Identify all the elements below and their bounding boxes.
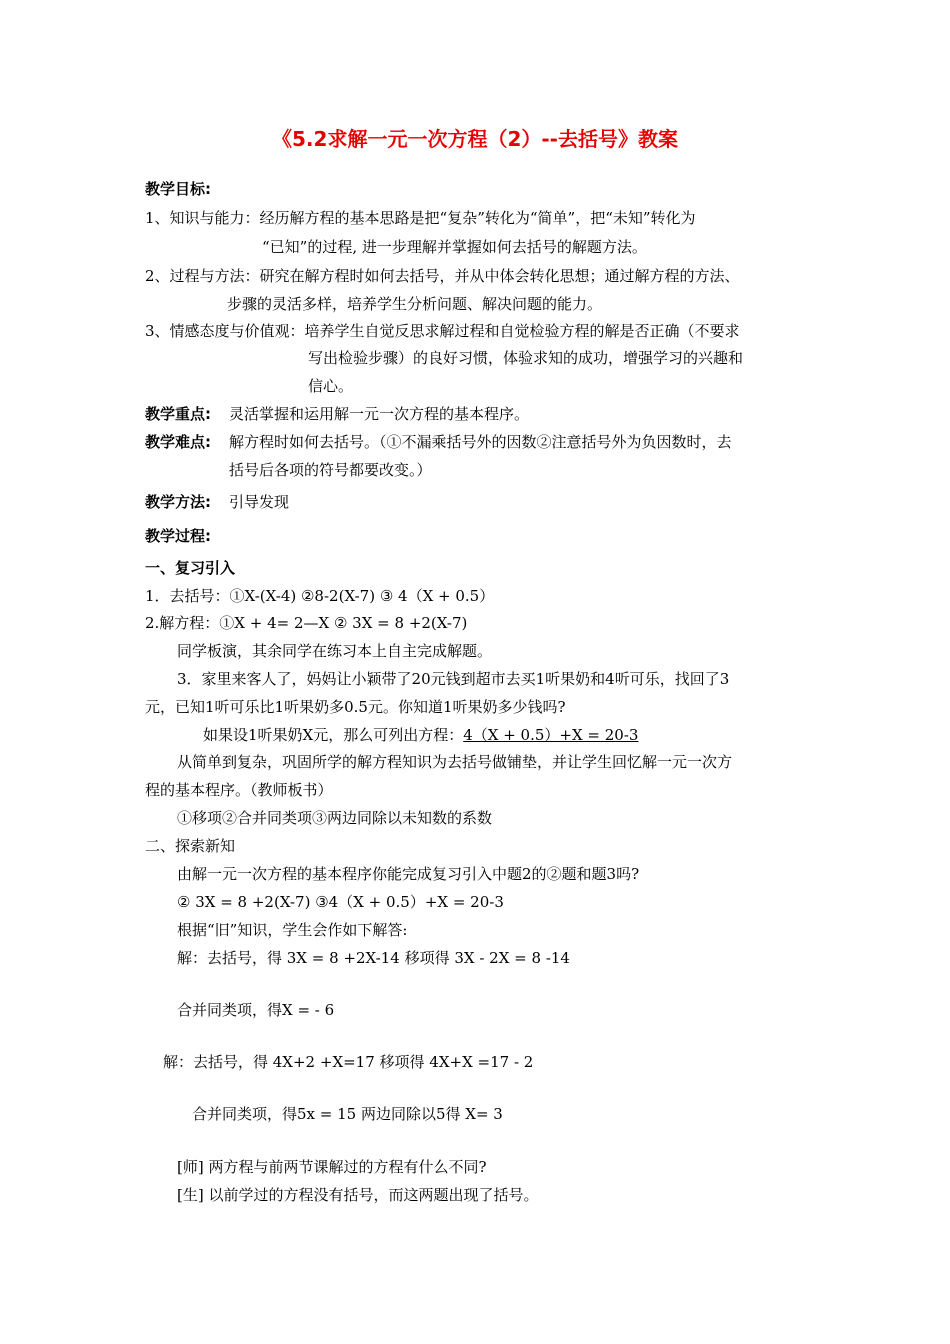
explore-line-2: ② 3X = 8 +2(X-7) ③4（X + 0.5）+X = 20-3 — [177, 893, 504, 911]
method-label: 教学方法: — [145, 493, 211, 511]
goal-1-line-1: 1、知识与能力：经历解方程的基本思路是把“复杂”转化为“简单”，把“未知”转化为 — [145, 209, 696, 227]
equation-underlined: 4（X + 0.5）+X = 20-3 — [463, 726, 639, 744]
section-2-heading: 二、探索新知 — [145, 837, 236, 855]
goal-3-line-2: 写出检验步骤）的良好习惯，体验求知的成功，增强学习的兴趣和 — [308, 349, 744, 367]
review-line-4: 3．家里来客人了，妈妈让小颖带了20元钱到超市去买1听果奶和4听可乐，找回了3 — [177, 670, 730, 688]
review-line-3: 同学板演，其余同学在练习本上自主完成解题。 — [177, 642, 493, 660]
goal-3-line-1: 3、情感态度与价值观：培养学生自觉反思求解过程和自觉检验方程的解是否正确（不要求 — [145, 322, 740, 340]
explore-line-4: 解：去括号，得 3X = 8 +2X-14 移项得 3X - 2X = 8 -14 — [177, 949, 570, 967]
review-line-7: 从简单到复杂，巩固所学的解方程知识为去括号做铺垫，并让学生回忆解一元一次方 — [177, 753, 733, 771]
explore-line-5: 合并同类项，得X = - 6 — [177, 1001, 335, 1019]
method-text: 引导发现 — [229, 493, 290, 511]
equation-prompt: 如果设1听果奶X元，那么可列出方程： — [203, 726, 464, 744]
key-points-label: 教学重点: — [145, 405, 211, 423]
goal-2-line-2: 步骤的灵活多样，培养学生分析问题、解决问题的能力。 — [227, 295, 603, 313]
section-1-heading: 一、复习引入 — [145, 559, 236, 577]
explore-line-9: [生] 以前学过的方程没有括号，而这两题出现了括号。 — [177, 1186, 539, 1204]
review-line-8: 程的基本程序。（教师板书） — [145, 781, 333, 799]
explore-line-1: 由解一元一次方程的基本程序你能完成复习引入中题2的②题和题3吗? — [177, 865, 640, 883]
review-line-2: 2.解方程：①X + 4= 2—X ② 3X = 8 +2(X-7) — [145, 614, 468, 632]
goals-heading: 教学目标: — [145, 180, 211, 198]
difficulty-label: 教学难点: — [145, 433, 211, 451]
document-title: 《5.2求解一元一次方程（2）--去括号》教案 — [272, 127, 678, 151]
goal-2-line-1: 2、过程与方法：研究在解方程时如何去括号，并从中体会转化思想；通过解方程的方法、 — [145, 267, 740, 285]
explore-line-8: [师] 两方程与前两节课解过的方程有什么不同? — [177, 1158, 487, 1176]
explore-line-3: 根据“旧”知识，学生会作如下解答: — [177, 921, 408, 939]
review-line-5: 元，已知1听可乐比1听果奶多0.5元。你知道1听果奶多少钱吗? — [145, 698, 566, 716]
process-heading: 教学过程: — [145, 527, 211, 545]
explore-line-7: 合并同类项，得5x = 15 两边同除以5得 X= 3 — [192, 1105, 503, 1123]
difficulty-text-2: 括号后各项的符号都要改变。） — [229, 461, 432, 479]
review-line-9: ①移项②合并同类项③两边同除以未知数的系数 — [177, 809, 493, 827]
review-line-6 — [203, 725, 638, 745]
key-points-text: 灵活掌握和运用解一元一次方程的基本程序。 — [229, 405, 530, 423]
goal-3-line-3: 信心。 — [308, 377, 354, 395]
goal-1-line-2: “已知”的过程, 进一步理解并掌握如何去括号的解题方法。 — [262, 238, 647, 256]
difficulty-text-1: 解方程时如何去括号。（①不漏乘括号外的因数②注意括号外为负因数时，去 — [229, 433, 732, 451]
review-line-1: 1．去括号：①X-(X-4) ②8-2(X-7) ③ 4（X + 0.5） — [145, 587, 495, 605]
explore-line-6: 解：去括号，得 4X+2 +X=17 移项得 4X+X =17 - 2 — [163, 1053, 534, 1071]
